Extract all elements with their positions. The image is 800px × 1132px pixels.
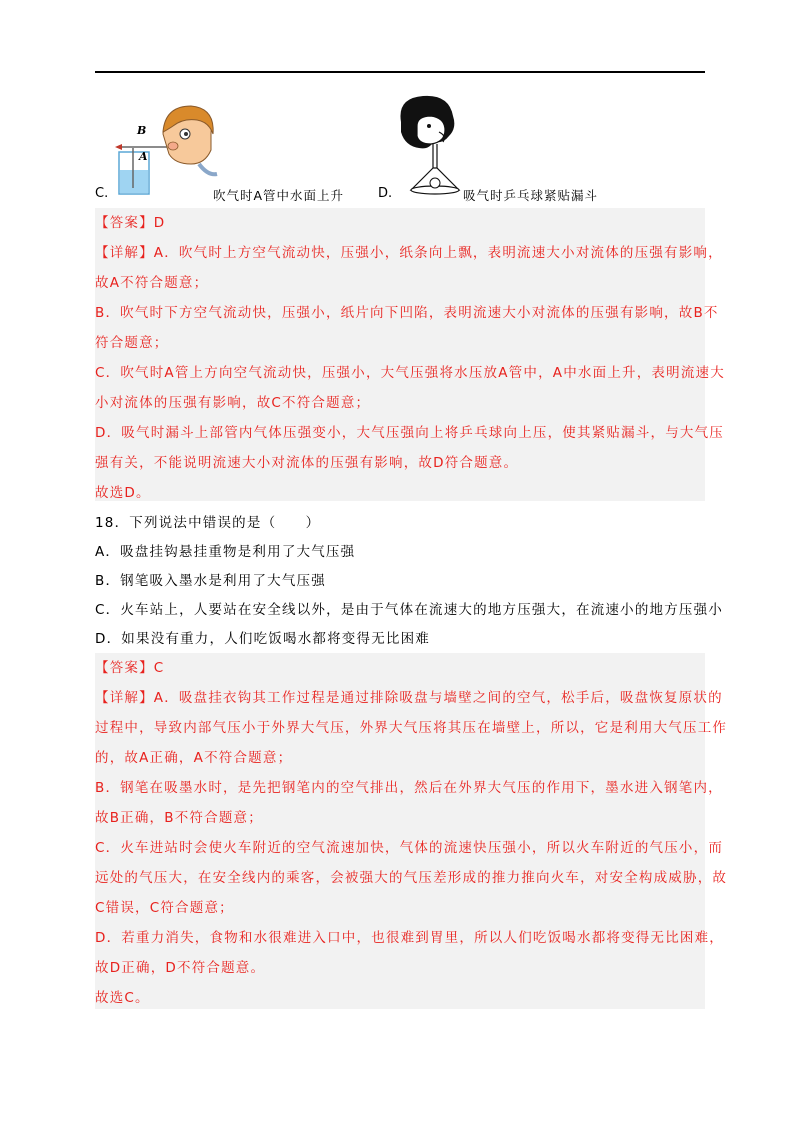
- label-b: B: [137, 124, 147, 137]
- label-a: A: [139, 150, 148, 163]
- q18-option-d: D．如果没有重力，人们吃饭喝水都将变得无比困难: [95, 631, 430, 647]
- option-d-caption: 吸气时乒乓球紧贴漏斗: [463, 188, 599, 203]
- q18-detail-line: B．钢笔在吸墨水时，是先把钢笔内的空气排出，然后在外界大气压的作用下，墨水进入钢笔内，: [95, 780, 723, 796]
- q18-stem: 18．下列说法中错误的是（ ）: [95, 515, 321, 531]
- q18-detail-line: 故B正确，B不符合题意；: [95, 810, 263, 826]
- q18-option-b: B．钢笔吸入墨水是利用了大气压强: [95, 573, 326, 589]
- q18-conclusion: 故选C。: [95, 990, 150, 1006]
- q18-detail-line: C．火车进站时会使火车附近的空气流速加快，气体的流速快压强小，所以火车附近的气压小，而: [95, 840, 724, 856]
- q18-detail-line: 故D正确，D不符合题意。: [95, 960, 266, 976]
- q18-answer: 【答案】C: [95, 660, 165, 676]
- q18-detail-line: D．若重力消失，食物和水很难进入口中，也很难到胃里，所以人们吃饭喝水都将变得无比困难，: [95, 930, 724, 946]
- q17-detail-line: 符合题意；: [95, 335, 169, 351]
- option-c-letter: C.: [95, 186, 109, 201]
- q18-detail-line: 远处的气压大，在安全线内的乘客，会被强大的气压差形成的推力推向火车，对安全构成威胁，故: [95, 870, 728, 886]
- q18-detail-line: C错误，C符合题意；: [95, 900, 234, 916]
- blowing-boy-figure: [113, 104, 218, 196]
- q17-detail-line: 故A不符合题意；: [95, 275, 209, 291]
- q17-detail-line: 小对流体的压强有影响，故C不符合题意；: [95, 395, 371, 411]
- q18-option-a: A．吸盘挂钩悬挂重物是利用了大气压强: [95, 544, 356, 560]
- q18-detail-line: 的，故A正确，A不符合题意；: [95, 750, 293, 766]
- funnel-boy-figure: [387, 92, 467, 202]
- q17-detail-line: C．吹气时A管上方向空气流动快，压强小，大气压强将水压放A管中，A中水面上升，表明流速大: [95, 365, 725, 381]
- option-c-caption: 吹气时A管中水面上升: [213, 188, 345, 203]
- q17-detail-line: 【详解】A．吹气时上方空气流动快，压强小，纸条向上飘，表明流速大小对流体的压强有影响，: [95, 245, 723, 261]
- q17-detail-line: B．吹气时下方空气流动快，压强小，纸片向下凹陷，表明流速大小对流体的压强有影响，故B不: [95, 305, 719, 321]
- q17-conclusion: 故选D。: [95, 485, 151, 501]
- q18-detail-line: 【详解】A．吸盘挂衣钩其工作过程是通过排除吸盘与墙壁之间的空气，松手后，吸盘恢复原状的: [95, 690, 723, 706]
- q17-detail-line: D．吸气时漏斗上部管内气体压强变小，大气压强向上将乒乓球向上压，使其紧贴漏斗，与大气压: [95, 425, 724, 441]
- option-d-letter: D.: [378, 186, 393, 201]
- q17-detail-line: 强有关，不能说明流速大小对流体的压强有影响，故D符合题意。: [95, 455, 519, 471]
- q18-detail-line: 过程中，导致内部气压小于外界大气压，外界大气压将其压在墙壁上，所以，它是利用大气压工作: [95, 720, 728, 736]
- figure-row: [95, 100, 705, 205]
- q17-answer: 【答案】D: [95, 215, 166, 231]
- page-top-rule: [95, 71, 705, 73]
- q18-option-c: C．火车站上，人要站在安全线以外，是由于气体在流速大的地方压强大，在流速小的地方压强小: [95, 602, 724, 618]
